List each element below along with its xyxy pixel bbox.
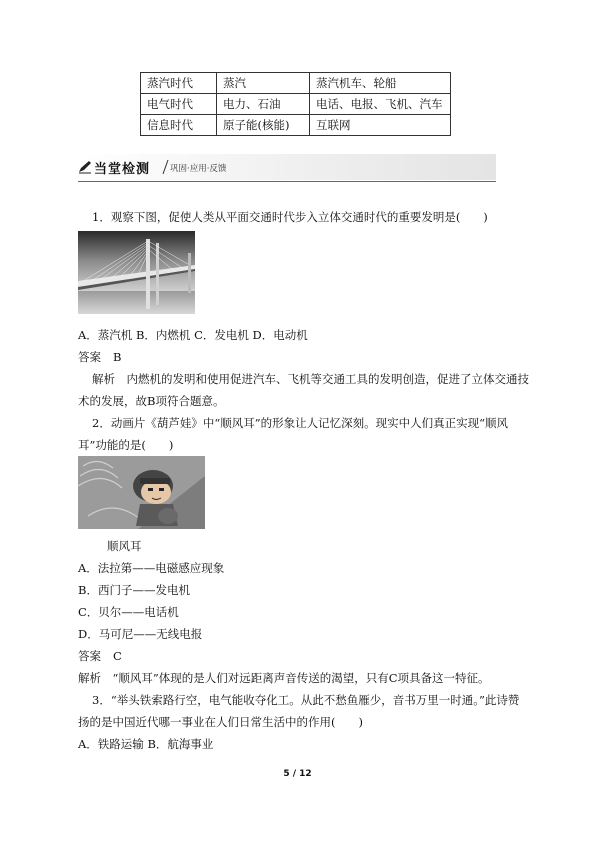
q1-answer-row xyxy=(78,349,121,365)
section-title: 当堂检测 xyxy=(94,162,151,177)
era-table xyxy=(140,72,451,136)
q3-stem-line1: 3．“举头铁索路行空，电气能收夺化工。从此不愁鱼雁少，音书万里一时通。”此诗赞 xyxy=(92,693,520,707)
pencil-icon xyxy=(78,160,92,174)
section-subtitle: 巩固·应用·反馈 xyxy=(170,164,227,174)
bridge-image xyxy=(78,231,195,314)
table-row xyxy=(141,94,451,115)
image-caption: 顺风耳 xyxy=(107,539,142,553)
q3-options: A．铁路运输 B．航海事业 xyxy=(78,737,214,751)
q1-analysis-line2: 术的发展，故B项符合题意。 xyxy=(78,394,225,408)
answer-label: 答案 xyxy=(78,350,101,364)
table-cell: 电话、电报、飞机、汽车 xyxy=(310,94,451,115)
q2-stem-line1: 2．动画片《葫芦娃》中“顺风耳”的形象让人记忆深刻。现实中人们真正实现“顺风 xyxy=(92,416,508,430)
table-cell: 蒸汽机车、轮船 xyxy=(310,73,451,94)
q1-analysis-line1: 解析 内燃机的发明和使用促进汽车、飞机等交通工具的发明创造，促进了立体交通技 xyxy=(92,372,529,386)
q2-analysis: 解析 “顺风耳”体现的是人们对远距离声音传送的渴望，只有C项具备这一特征。 xyxy=(78,671,490,685)
table-cell: 蒸汽时代 xyxy=(141,73,217,94)
page-number: 5 / 12 xyxy=(283,769,312,779)
answer-value: C xyxy=(113,649,122,663)
q2-option-a: A．法拉第——电磁感应现象 xyxy=(78,561,225,575)
calabash-brother-image xyxy=(78,456,205,529)
q2-answer-row xyxy=(78,648,122,664)
table-cell: 电气时代 xyxy=(141,94,217,115)
q2-option-b: B．西门子——发电机 xyxy=(78,583,190,597)
q1-stem: 1．观察下图，促使人类从平面交通时代步入立体交通时代的重要发明是( ) xyxy=(92,210,488,224)
table-cell: 蒸汽 xyxy=(217,73,310,94)
section-banner xyxy=(78,150,496,190)
banner-rule xyxy=(78,181,496,182)
q2-option-d: D．马可尼——无线电报 xyxy=(78,627,203,641)
table-cell: 原子能(核能) xyxy=(217,115,310,136)
table-row xyxy=(141,73,451,94)
q1-options: A．蒸汽机 B．内燃机 C．发电机 D．电动机 xyxy=(78,328,308,342)
q2-option-c: C．贝尔——电话机 xyxy=(78,605,179,619)
q2-stem-line2: 耳”功能的是( ) xyxy=(78,438,174,452)
table-cell: 互联网 xyxy=(310,115,451,136)
answer-label: 答案 xyxy=(78,649,101,663)
answer-value: B xyxy=(113,350,122,364)
table-cell: 电力、石油 xyxy=(217,94,310,115)
divider-icon xyxy=(162,160,170,174)
table-row xyxy=(141,115,451,136)
table-cell: 信息时代 xyxy=(141,115,217,136)
q3-stem-line2: 扬的是中国近代哪一事业在人们日常生活中的作用( ) xyxy=(78,715,363,729)
